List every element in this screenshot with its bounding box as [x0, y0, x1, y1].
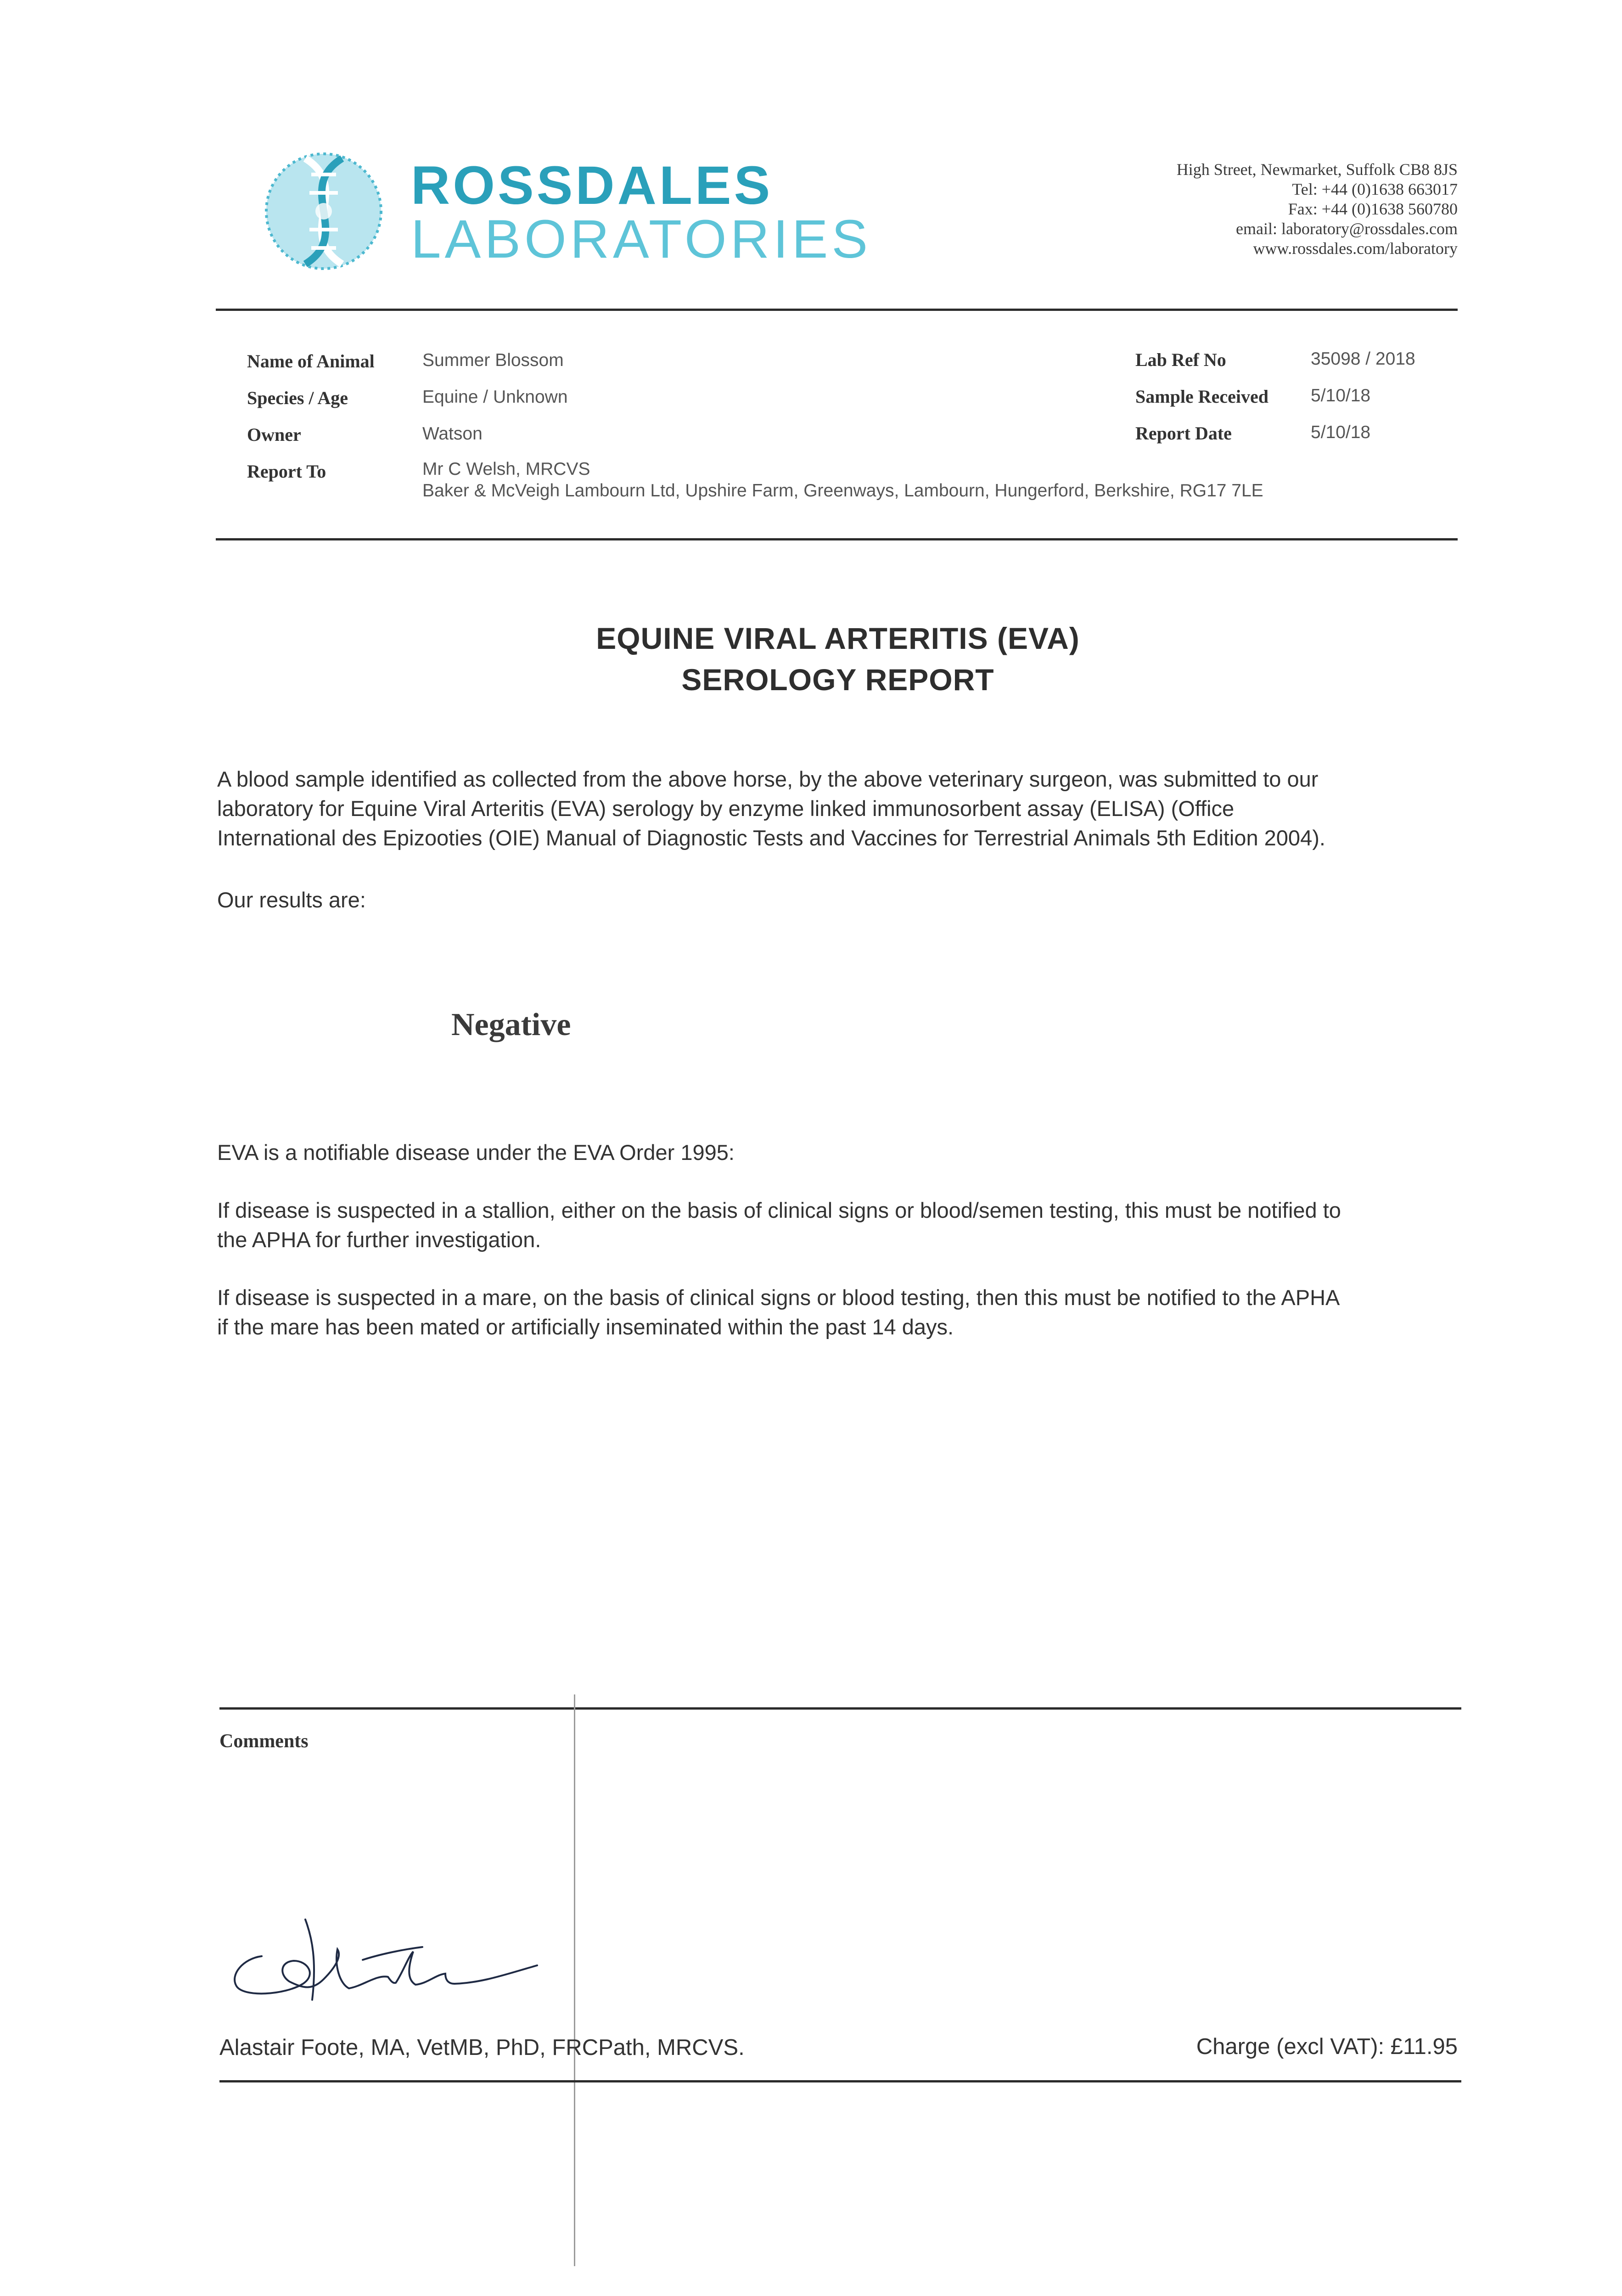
signature [225, 1906, 546, 2016]
email-link[interactable]: email: laboratory@rossdales.com [1235, 219, 1458, 238]
test-result: Negative [451, 1007, 571, 1042]
website-link[interactable]: www.rossdales.com/laboratory [1253, 239, 1458, 258]
species-age-value: Equine / Unknown [422, 387, 568, 407]
notifiable-statement: EVA is a notifiable disease under the EVA Order 1995: [217, 1140, 735, 1165]
name-of-animal-value: Summer Blossom [422, 350, 564, 370]
company-logo [262, 147, 386, 276]
intro-paragraph [217, 765, 1466, 853]
telephone: Tel: +44 (0)1638 663017 [1292, 180, 1458, 198]
results-intro: Our results are: [217, 888, 366, 912]
stallion-line: the APHA for further investigation. [217, 1227, 541, 1252]
report-to-name: Mr C Welsh, MRCVS [422, 459, 590, 479]
species-age-label: Species / Age [247, 388, 348, 408]
sample-received-label: Sample Received [1135, 386, 1268, 407]
stallion-line: If disease is suspected in a stallion, either on the basis of clinical signs or blood/semen testing, this must be notified to [217, 1198, 1341, 1222]
address: High Street, Newmarket, Suffolk CB8 8JS [1176, 160, 1458, 179]
intro-line: International des Epizooties (OIE) Manual of Diagnostic Tests and Vaccines for Terrestrial Animals 5th Edition 2004). [217, 826, 1325, 850]
mare-line: If disease is suspected in a mare, on the basis of clinical signs or blood testing, then this must be notified to the APHA [217, 1285, 1340, 1310]
comments-divider [219, 1707, 1461, 1710]
report-to-address: Baker & McVeigh Lambourn Ltd, Upshire Farm, Greenways, Lambourn, Hungerford, Berkshire, RG17 7LE [422, 481, 1263, 501]
lab-ref-value: 35098 / 2018 [1311, 349, 1415, 369]
footer-divider [219, 2080, 1461, 2082]
signatory-name: Alastair Foote, MA, VetMB, PhD, FRCPath, MRCVS. [219, 2035, 745, 2060]
comments-label: Comments [219, 1731, 309, 1752]
intro-line: laboratory for Equine Viral Arteritis (EVA) serology by enzyme linked immunosorbent assay (ELISA) (Office [217, 796, 1235, 821]
brand-name-line1: ROSSDALES [411, 155, 773, 216]
mare-paragraph [217, 1283, 1466, 1342]
report-title [459, 618, 1217, 700]
report-title-line1: EQUINE VIRAL ARTERITIS (EVA) [596, 621, 1080, 655]
report-title-line2: SEROLOGY REPORT [681, 663, 994, 697]
charge-amount: Charge (excl VAT): £11.95 [1196, 2034, 1458, 2059]
report-date-value: 5/10/18 [1311, 422, 1371, 442]
lab-ref-label: Lab Ref No [1135, 349, 1226, 370]
report-to-label: Report To [247, 461, 326, 482]
owner-value: Watson [422, 424, 483, 444]
dna-helix-icon [262, 147, 386, 276]
brand-name-line2: LABORATORIES [411, 209, 872, 270]
fax: Fax: +44 (0)1638 560780 [1288, 200, 1458, 218]
contact-block [1001, 160, 1458, 259]
report-date-label: Report Date [1135, 423, 1232, 444]
stallion-paragraph [217, 1196, 1466, 1255]
owner-label: Owner [247, 424, 301, 445]
header-divider [216, 309, 1458, 311]
sample-received-value: 5/10/18 [1311, 386, 1371, 405]
name-of-animal-label: Name of Animal [247, 351, 375, 371]
intro-line: A blood sample identified as collected from the above horse, by the above veterinary surgeon, was submitted to our [217, 767, 1319, 791]
details-divider [216, 538, 1458, 540]
mare-line: if the mare has been mated or artificially inseminated within the past 14 days. [217, 1315, 954, 1339]
fold-line [574, 1694, 575, 2266]
